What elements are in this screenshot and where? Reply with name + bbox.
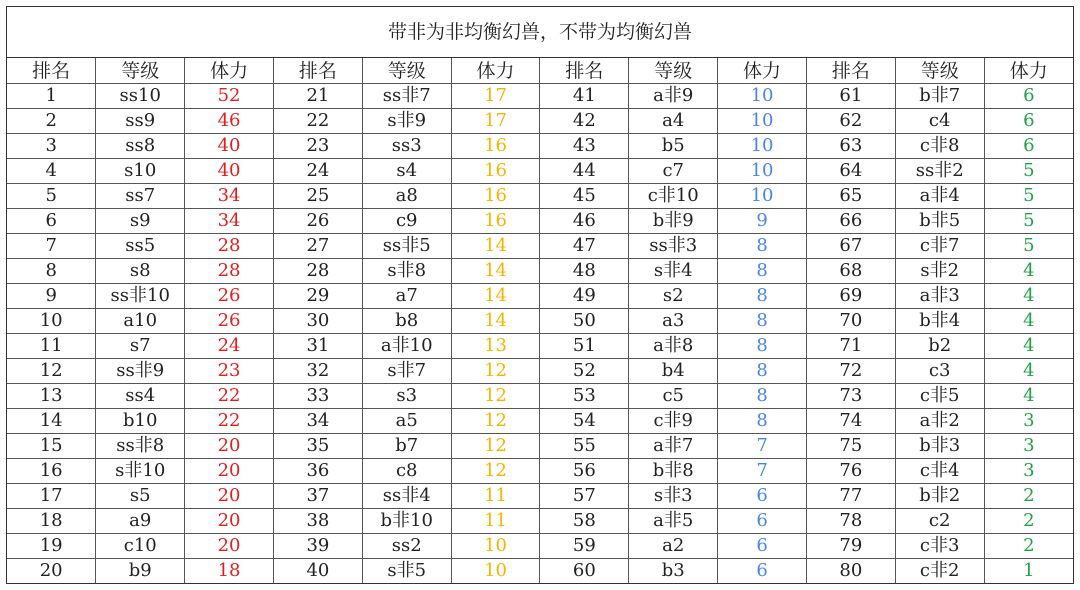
level-cell: s非5 — [362, 559, 451, 584]
level-cell: b5 — [629, 134, 718, 159]
stamina-cell: 40 — [185, 159, 274, 184]
level-cell: ss非10 — [96, 284, 185, 309]
stamina-cell: 3 — [984, 434, 1073, 459]
stamina-cell: 28 — [185, 234, 274, 259]
table-row — [7, 209, 1073, 234]
rank-cell: 69 — [806, 284, 895, 309]
level-cell: ss8 — [96, 134, 185, 159]
stamina-cell: 5 — [984, 234, 1073, 259]
level-cell: b9 — [96, 559, 185, 584]
level-cell: s9 — [96, 209, 185, 234]
rank-cell: 79 — [806, 534, 895, 559]
stamina-cell: 12 — [451, 384, 540, 409]
level-cell: ss非9 — [96, 359, 185, 384]
rank-cell: 9 — [7, 284, 96, 309]
level-cell: c9 — [362, 209, 451, 234]
rank-cell: 14 — [7, 409, 96, 434]
table-row — [7, 84, 1073, 109]
level-cell: s非10 — [96, 459, 185, 484]
rank-cell: 3 — [7, 134, 96, 159]
stamina-cell: 10 — [718, 109, 807, 134]
level-cell: s非7 — [362, 359, 451, 384]
level-cell: b7 — [362, 434, 451, 459]
rank-cell: 58 — [540, 509, 629, 534]
stamina-cell: 6 — [984, 84, 1073, 109]
level-cell: c非7 — [895, 234, 984, 259]
level-header: 等级 — [96, 58, 185, 84]
stamina-cell: 17 — [451, 109, 540, 134]
table-row — [7, 234, 1073, 259]
rank-cell: 43 — [540, 134, 629, 159]
rank-cell: 64 — [806, 159, 895, 184]
stamina-cell: 22 — [185, 384, 274, 409]
rank-cell: 74 — [806, 409, 895, 434]
rank-cell: 72 — [806, 359, 895, 384]
level-cell: a非4 — [895, 184, 984, 209]
rank-cell: 67 — [806, 234, 895, 259]
rank-cell: 16 — [7, 459, 96, 484]
rank-cell: 60 — [540, 559, 629, 584]
rank-cell: 30 — [273, 309, 362, 334]
rank-cell: 23 — [273, 134, 362, 159]
rank-cell: 1 — [7, 84, 96, 109]
rank-cell: 59 — [540, 534, 629, 559]
stamina-cell: 10 — [451, 534, 540, 559]
stamina-cell: 4 — [984, 309, 1073, 334]
rank-cell: 19 — [7, 534, 96, 559]
stamina-cell: 28 — [185, 259, 274, 284]
stamina-cell: 10 — [718, 134, 807, 159]
level-cell: s4 — [362, 159, 451, 184]
level-cell: c非4 — [895, 459, 984, 484]
stamina-cell: 14 — [451, 234, 540, 259]
rank-header: 排名 — [7, 58, 96, 84]
stamina-cell: 2 — [984, 509, 1073, 534]
stamina-cell: 11 — [451, 484, 540, 509]
stamina-cell: 20 — [185, 434, 274, 459]
stamina-cell: 14 — [451, 284, 540, 309]
stamina-cell: 8 — [718, 334, 807, 359]
stamina-cell: 5 — [984, 159, 1073, 184]
stamina-cell: 26 — [185, 284, 274, 309]
rank-cell: 52 — [540, 359, 629, 384]
level-cell: c非9 — [629, 409, 718, 434]
rank-cell: 68 — [806, 259, 895, 284]
level-cell: a非9 — [629, 84, 718, 109]
rank-cell: 20 — [7, 559, 96, 584]
rank-cell: 15 — [7, 434, 96, 459]
stamina-cell: 10 — [451, 559, 540, 584]
level-cell: a非10 — [362, 334, 451, 359]
rank-cell: 6 — [7, 209, 96, 234]
stamina-cell: 20 — [185, 534, 274, 559]
rank-cell: 50 — [540, 309, 629, 334]
level-cell: c非5 — [895, 384, 984, 409]
level-cell: ss非2 — [895, 159, 984, 184]
stamina-cell: 5 — [984, 184, 1073, 209]
level-cell: ss7 — [96, 184, 185, 209]
table-row — [7, 434, 1073, 459]
table-row — [7, 459, 1073, 484]
rank-cell: 46 — [540, 209, 629, 234]
stamina-cell: 7 — [718, 434, 807, 459]
rank-cell: 40 — [273, 559, 362, 584]
level-cell: a9 — [96, 509, 185, 534]
level-cell: b非8 — [629, 459, 718, 484]
table-row — [7, 134, 1073, 159]
stamina-cell: 34 — [185, 184, 274, 209]
stamina-cell: 1 — [984, 559, 1073, 584]
table-row — [7, 484, 1073, 509]
rank-cell: 62 — [806, 109, 895, 134]
table-row — [7, 559, 1073, 584]
stamina-cell: 8 — [718, 359, 807, 384]
rank-header: 排名 — [273, 58, 362, 84]
rank-cell: 73 — [806, 384, 895, 409]
stamina-cell: 6 — [984, 134, 1073, 159]
level-cell: c8 — [362, 459, 451, 484]
stamina-cell: 14 — [451, 309, 540, 334]
stamina-cell: 16 — [451, 134, 540, 159]
stamina-cell: 2 — [984, 534, 1073, 559]
stamina-cell: 8 — [718, 234, 807, 259]
stamina-cell: 6 — [718, 509, 807, 534]
rank-cell: 24 — [273, 159, 362, 184]
stamina-header: 体力 — [984, 58, 1073, 84]
level-cell: a2 — [629, 534, 718, 559]
level-header: 等级 — [895, 58, 984, 84]
level-cell: s非4 — [629, 259, 718, 284]
rank-cell: 36 — [273, 459, 362, 484]
rank-cell: 55 — [540, 434, 629, 459]
level-cell: b非3 — [895, 434, 984, 459]
rank-cell: 28 — [273, 259, 362, 284]
rank-cell: 8 — [7, 259, 96, 284]
level-cell: s2 — [629, 284, 718, 309]
level-cell: a非7 — [629, 434, 718, 459]
rank-cell: 38 — [273, 509, 362, 534]
level-cell: a5 — [362, 409, 451, 434]
rank-cell: 63 — [806, 134, 895, 159]
stamina-cell: 4 — [984, 259, 1073, 284]
level-cell: ss5 — [96, 234, 185, 259]
rank-cell: 31 — [273, 334, 362, 359]
level-cell: s非3 — [629, 484, 718, 509]
rank-cell: 11 — [7, 334, 96, 359]
rank-cell: 29 — [273, 284, 362, 309]
rank-cell: 42 — [540, 109, 629, 134]
rank-cell: 21 — [273, 84, 362, 109]
stamina-cell: 20 — [185, 459, 274, 484]
stamina-cell: 17 — [451, 84, 540, 109]
rank-cell: 37 — [273, 484, 362, 509]
level-cell: b非10 — [362, 509, 451, 534]
rank-header: 排名 — [806, 58, 895, 84]
level-cell: c4 — [895, 109, 984, 134]
level-cell: a非5 — [629, 509, 718, 534]
stamina-header: 体力 — [718, 58, 807, 84]
rank-cell: 80 — [806, 559, 895, 584]
level-cell: a非2 — [895, 409, 984, 434]
level-cell: c5 — [629, 384, 718, 409]
level-cell: s7 — [96, 334, 185, 359]
rank-cell: 65 — [806, 184, 895, 209]
rank-cell: 75 — [806, 434, 895, 459]
stamina-header: 体力 — [451, 58, 540, 84]
level-cell: b8 — [362, 309, 451, 334]
level-cell: ss非3 — [629, 234, 718, 259]
stamina-cell: 16 — [451, 159, 540, 184]
stamina-cell: 11 — [451, 509, 540, 534]
rank-cell: 35 — [273, 434, 362, 459]
level-cell: b非7 — [895, 84, 984, 109]
level-cell: s3 — [362, 384, 451, 409]
stamina-cell: 20 — [185, 484, 274, 509]
rank-cell: 32 — [273, 359, 362, 384]
level-cell: b4 — [629, 359, 718, 384]
stamina-cell: 12 — [451, 409, 540, 434]
level-cell: c10 — [96, 534, 185, 559]
level-cell: s非9 — [362, 109, 451, 134]
level-cell: s非2 — [895, 259, 984, 284]
rank-cell: 51 — [540, 334, 629, 359]
level-cell: b10 — [96, 409, 185, 434]
table-row — [7, 259, 1073, 284]
level-cell: ss10 — [96, 84, 185, 109]
level-cell: ss非8 — [96, 434, 185, 459]
table-row — [7, 284, 1073, 309]
rank-cell: 2 — [7, 109, 96, 134]
level-cell: s非8 — [362, 259, 451, 284]
level-cell: c2 — [895, 509, 984, 534]
stamina-cell: 12 — [451, 459, 540, 484]
level-cell: c7 — [629, 159, 718, 184]
stamina-cell: 10 — [718, 84, 807, 109]
stamina-cell: 8 — [718, 259, 807, 284]
table-body — [7, 84, 1073, 584]
level-cell: a8 — [362, 184, 451, 209]
level-cell: b非5 — [895, 209, 984, 234]
table-row — [7, 359, 1073, 384]
level-cell: a3 — [629, 309, 718, 334]
stamina-cell: 22 — [185, 409, 274, 434]
rank-cell: 39 — [273, 534, 362, 559]
rank-cell: 18 — [7, 509, 96, 534]
level-cell: ss2 — [362, 534, 451, 559]
stamina-cell: 7 — [718, 459, 807, 484]
stamina-cell: 18 — [185, 559, 274, 584]
table-row — [7, 409, 1073, 434]
rank-cell: 17 — [7, 484, 96, 509]
stamina-cell: 8 — [718, 284, 807, 309]
rank-cell: 53 — [540, 384, 629, 409]
table-row — [7, 309, 1073, 334]
level-cell: b非2 — [895, 484, 984, 509]
level-cell: b3 — [629, 559, 718, 584]
stamina-cell: 52 — [185, 84, 274, 109]
rank-cell: 70 — [806, 309, 895, 334]
ranking-sheet — [6, 6, 1074, 584]
stamina-cell: 26 — [185, 309, 274, 334]
stamina-cell: 4 — [984, 284, 1073, 309]
rank-cell: 45 — [540, 184, 629, 209]
rank-cell: 49 — [540, 284, 629, 309]
stamina-cell: 8 — [718, 409, 807, 434]
level-cell: s5 — [96, 484, 185, 509]
level-cell: c非8 — [895, 134, 984, 159]
header-row — [7, 58, 1073, 84]
rank-cell: 13 — [7, 384, 96, 409]
stamina-cell: 3 — [984, 459, 1073, 484]
stamina-cell: 6 — [718, 559, 807, 584]
rank-cell: 66 — [806, 209, 895, 234]
rank-cell: 25 — [273, 184, 362, 209]
stamina-cell: 9 — [718, 209, 807, 234]
stamina-cell: 20 — [185, 509, 274, 534]
level-cell: c非3 — [895, 534, 984, 559]
stamina-cell: 6 — [984, 109, 1073, 134]
level-cell: c3 — [895, 359, 984, 384]
level-cell: a非3 — [895, 284, 984, 309]
stamina-cell: 16 — [451, 184, 540, 209]
stamina-cell: 12 — [451, 359, 540, 384]
level-cell: a非8 — [629, 334, 718, 359]
rank-cell: 56 — [540, 459, 629, 484]
level-cell: c非10 — [629, 184, 718, 209]
stamina-cell: 4 — [984, 384, 1073, 409]
stamina-cell: 14 — [451, 259, 540, 284]
table-row — [7, 534, 1073, 559]
table-row — [7, 184, 1073, 209]
stamina-cell: 16 — [451, 209, 540, 234]
level-cell: ss3 — [362, 134, 451, 159]
rank-cell: 78 — [806, 509, 895, 534]
rank-cell: 22 — [273, 109, 362, 134]
stamina-cell: 40 — [185, 134, 274, 159]
level-header: 等级 — [629, 58, 718, 84]
level-cell: a7 — [362, 284, 451, 309]
level-cell: ss非4 — [362, 484, 451, 509]
stamina-cell: 8 — [718, 384, 807, 409]
level-cell: ss非5 — [362, 234, 451, 259]
level-cell: b2 — [895, 334, 984, 359]
level-cell: a10 — [96, 309, 185, 334]
rank-cell: 71 — [806, 334, 895, 359]
level-cell: a4 — [629, 109, 718, 134]
level-cell: ss非7 — [362, 84, 451, 109]
rank-cell: 27 — [273, 234, 362, 259]
stamina-cell: 24 — [185, 334, 274, 359]
rank-cell: 12 — [7, 359, 96, 384]
table-row — [7, 159, 1073, 184]
table-row — [7, 109, 1073, 134]
rank-cell: 5 — [7, 184, 96, 209]
stamina-cell: 46 — [185, 109, 274, 134]
sheet-title: 带非为非均衡幻兽，不带为均衡幻兽 — [7, 7, 1073, 58]
ranking-table — [7, 58, 1073, 583]
stamina-cell: 13 — [451, 334, 540, 359]
level-cell: ss4 — [96, 384, 185, 409]
rank-cell: 7 — [7, 234, 96, 259]
stamina-cell: 6 — [718, 484, 807, 509]
stamina-cell: 8 — [718, 309, 807, 334]
rank-cell: 48 — [540, 259, 629, 284]
level-header: 等级 — [362, 58, 451, 84]
rank-cell: 44 — [540, 159, 629, 184]
rank-cell: 47 — [540, 234, 629, 259]
level-cell: s10 — [96, 159, 185, 184]
stamina-cell: 5 — [984, 209, 1073, 234]
stamina-cell: 10 — [718, 159, 807, 184]
table-row — [7, 509, 1073, 534]
level-cell: b非9 — [629, 209, 718, 234]
rank-cell: 61 — [806, 84, 895, 109]
rank-cell: 10 — [7, 309, 96, 334]
rank-cell: 41 — [540, 84, 629, 109]
table-row — [7, 384, 1073, 409]
rank-header: 排名 — [540, 58, 629, 84]
rank-cell: 57 — [540, 484, 629, 509]
rank-cell: 54 — [540, 409, 629, 434]
stamina-cell: 3 — [984, 409, 1073, 434]
stamina-cell: 10 — [718, 184, 807, 209]
stamina-cell: 23 — [185, 359, 274, 384]
stamina-cell: 4 — [984, 359, 1073, 384]
level-cell: b非4 — [895, 309, 984, 334]
rank-cell: 76 — [806, 459, 895, 484]
stamina-cell: 6 — [718, 534, 807, 559]
rank-cell: 4 — [7, 159, 96, 184]
stamina-cell: 34 — [185, 209, 274, 234]
stamina-cell: 12 — [451, 434, 540, 459]
rank-cell: 26 — [273, 209, 362, 234]
level-cell: ss9 — [96, 109, 185, 134]
rank-cell: 33 — [273, 384, 362, 409]
stamina-header: 体力 — [185, 58, 274, 84]
rank-cell: 34 — [273, 409, 362, 434]
stamina-cell: 2 — [984, 484, 1073, 509]
stamina-cell: 4 — [984, 334, 1073, 359]
rank-cell: 77 — [806, 484, 895, 509]
table-row — [7, 334, 1073, 359]
level-cell: c非2 — [895, 559, 984, 584]
level-cell: s8 — [96, 259, 185, 284]
